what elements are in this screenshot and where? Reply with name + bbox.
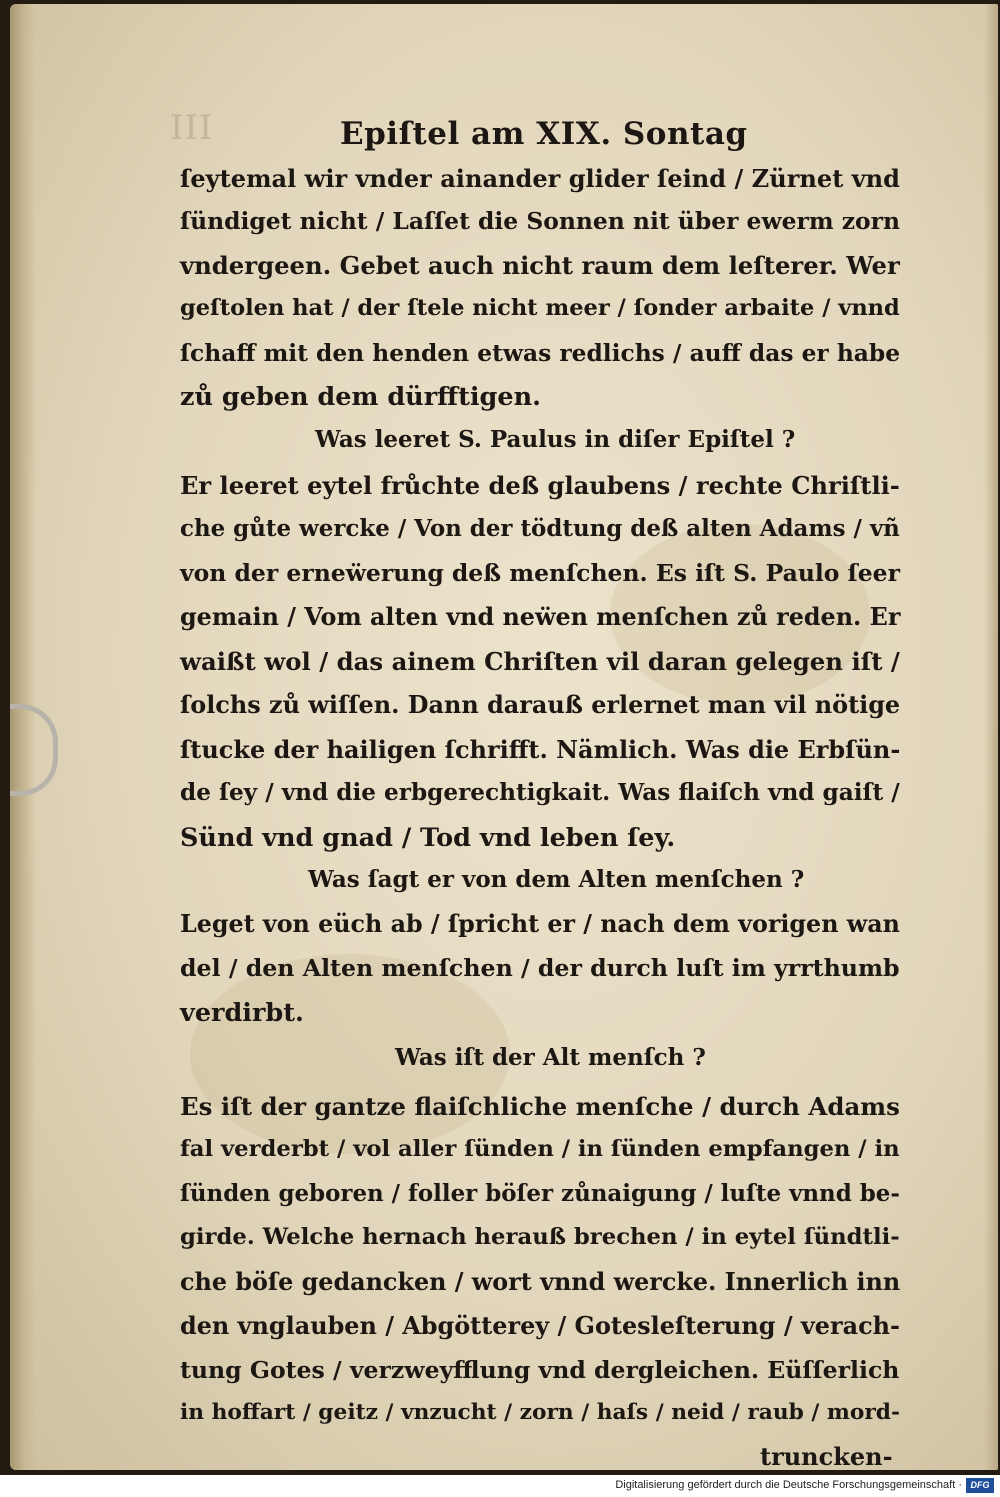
text-line: zů geben dem dürfftigen.: [180, 382, 542, 412]
text-line: gemain / Vom alten vnd neẅen menſchen zů reden. Er: [180, 603, 901, 631]
running-header: Epiſtel am XIX. Sontag: [340, 116, 748, 152]
text-line: Es iſt der gantze flaiſchliche menſche / durch Adams: [180, 1092, 900, 1121]
text-line: che böſe gedancken / wort vnnd wercke. Innerlich inn: [180, 1268, 901, 1296]
text-line: waißt wol / das ainem Chriſten vil daran gelegen iſt /: [180, 647, 900, 676]
text-line: in hoffart / geitz / vnzucht / zorn / haſs / neid / raub / mord-: [180, 1400, 900, 1425]
text-line: Er leeret eytel frůchte deß glaubens / rechte Chriſtli-: [180, 471, 900, 500]
funding-credit: Digitalisierung gefördert durch die Deutsche Forschungsgemeinschaft ·: [615, 1479, 962, 1491]
text-line: fal verderbt / vol aller ſünden / in ſünden empfangen / in: [180, 1136, 900, 1162]
text-line: girde. Welche hernach herauß brechen / in eytel ſündtli-: [180, 1224, 900, 1250]
question-heading: Was leeret S. Paulus in diſer Epiſtel ?: [315, 426, 796, 453]
paper-clip: [10, 704, 58, 796]
digitization-footer: [0, 1475, 1000, 1497]
text-line: vndergeen. Gebet auch nicht raum dem leſterer. Wer: [180, 251, 900, 280]
text-line: ſeytemal wir vnder ainander glider ſeind / Zürnet vnd: [180, 164, 901, 193]
text-line: den vnglauben / Abgötterey / Gotesleſterung / verach-: [180, 1312, 900, 1340]
text-line: ſünden geboren / foller böſer zůnaigung / luſte vnnd be-: [180, 1180, 900, 1207]
paper-page: [10, 4, 998, 1470]
page-number: III: [170, 108, 214, 148]
text-line: von der erneẅerung deß menſchen. Es iſt S. Paulo ſeer: [180, 559, 900, 587]
text-line: ſtucke der hailigen ſchrifft. Nämlich. Was die Erbſün-: [180, 735, 901, 764]
text-line: de ſey / vnd die erbgerechtigkait. Was flaiſch vnd gaiſt /: [180, 779, 900, 806]
text-line: tung Gotes / verzweyfflung vnd dergleichen. Eüſſerlich: [180, 1356, 900, 1384]
text-line: che gůte wercke / Von der tödtung deß alten Adams / vñ: [180, 515, 900, 542]
text-line: ſolchs zů wiſſen. Dann darauß erlernet man vil nötige: [180, 691, 901, 719]
text-line: verdirbt.: [180, 998, 304, 1028]
page-edge: [984, 4, 998, 1470]
dfg-logo-icon: DFG: [966, 1478, 994, 1493]
text-line: ſchaff mit den henden etwas redlichs / auff das er habe: [180, 339, 901, 367]
text-line: Leget von eüch ab / ſpricht er / nach dem vorigen wan: [180, 910, 900, 938]
text-line: del / den Alten menſchen / der durch luſt im yrrthumb: [180, 954, 900, 982]
text-line: Sünd vnd gnad / Tod vnd leben ſey.: [180, 823, 676, 853]
text-line: geſtolen hat / der ſtele nicht meer / ſonder arbaite / vnnd: [180, 295, 900, 321]
text-line: ſündiget nicht / Laſſet die Sonnen nit über ewerm zorn: [180, 207, 900, 235]
catchword: truncken-: [760, 1442, 893, 1470]
question-heading: Was iſt der Alt menſch ?: [395, 1044, 706, 1071]
question-heading: Was ſagt er von dem Alten menſchen ?: [308, 866, 805, 893]
